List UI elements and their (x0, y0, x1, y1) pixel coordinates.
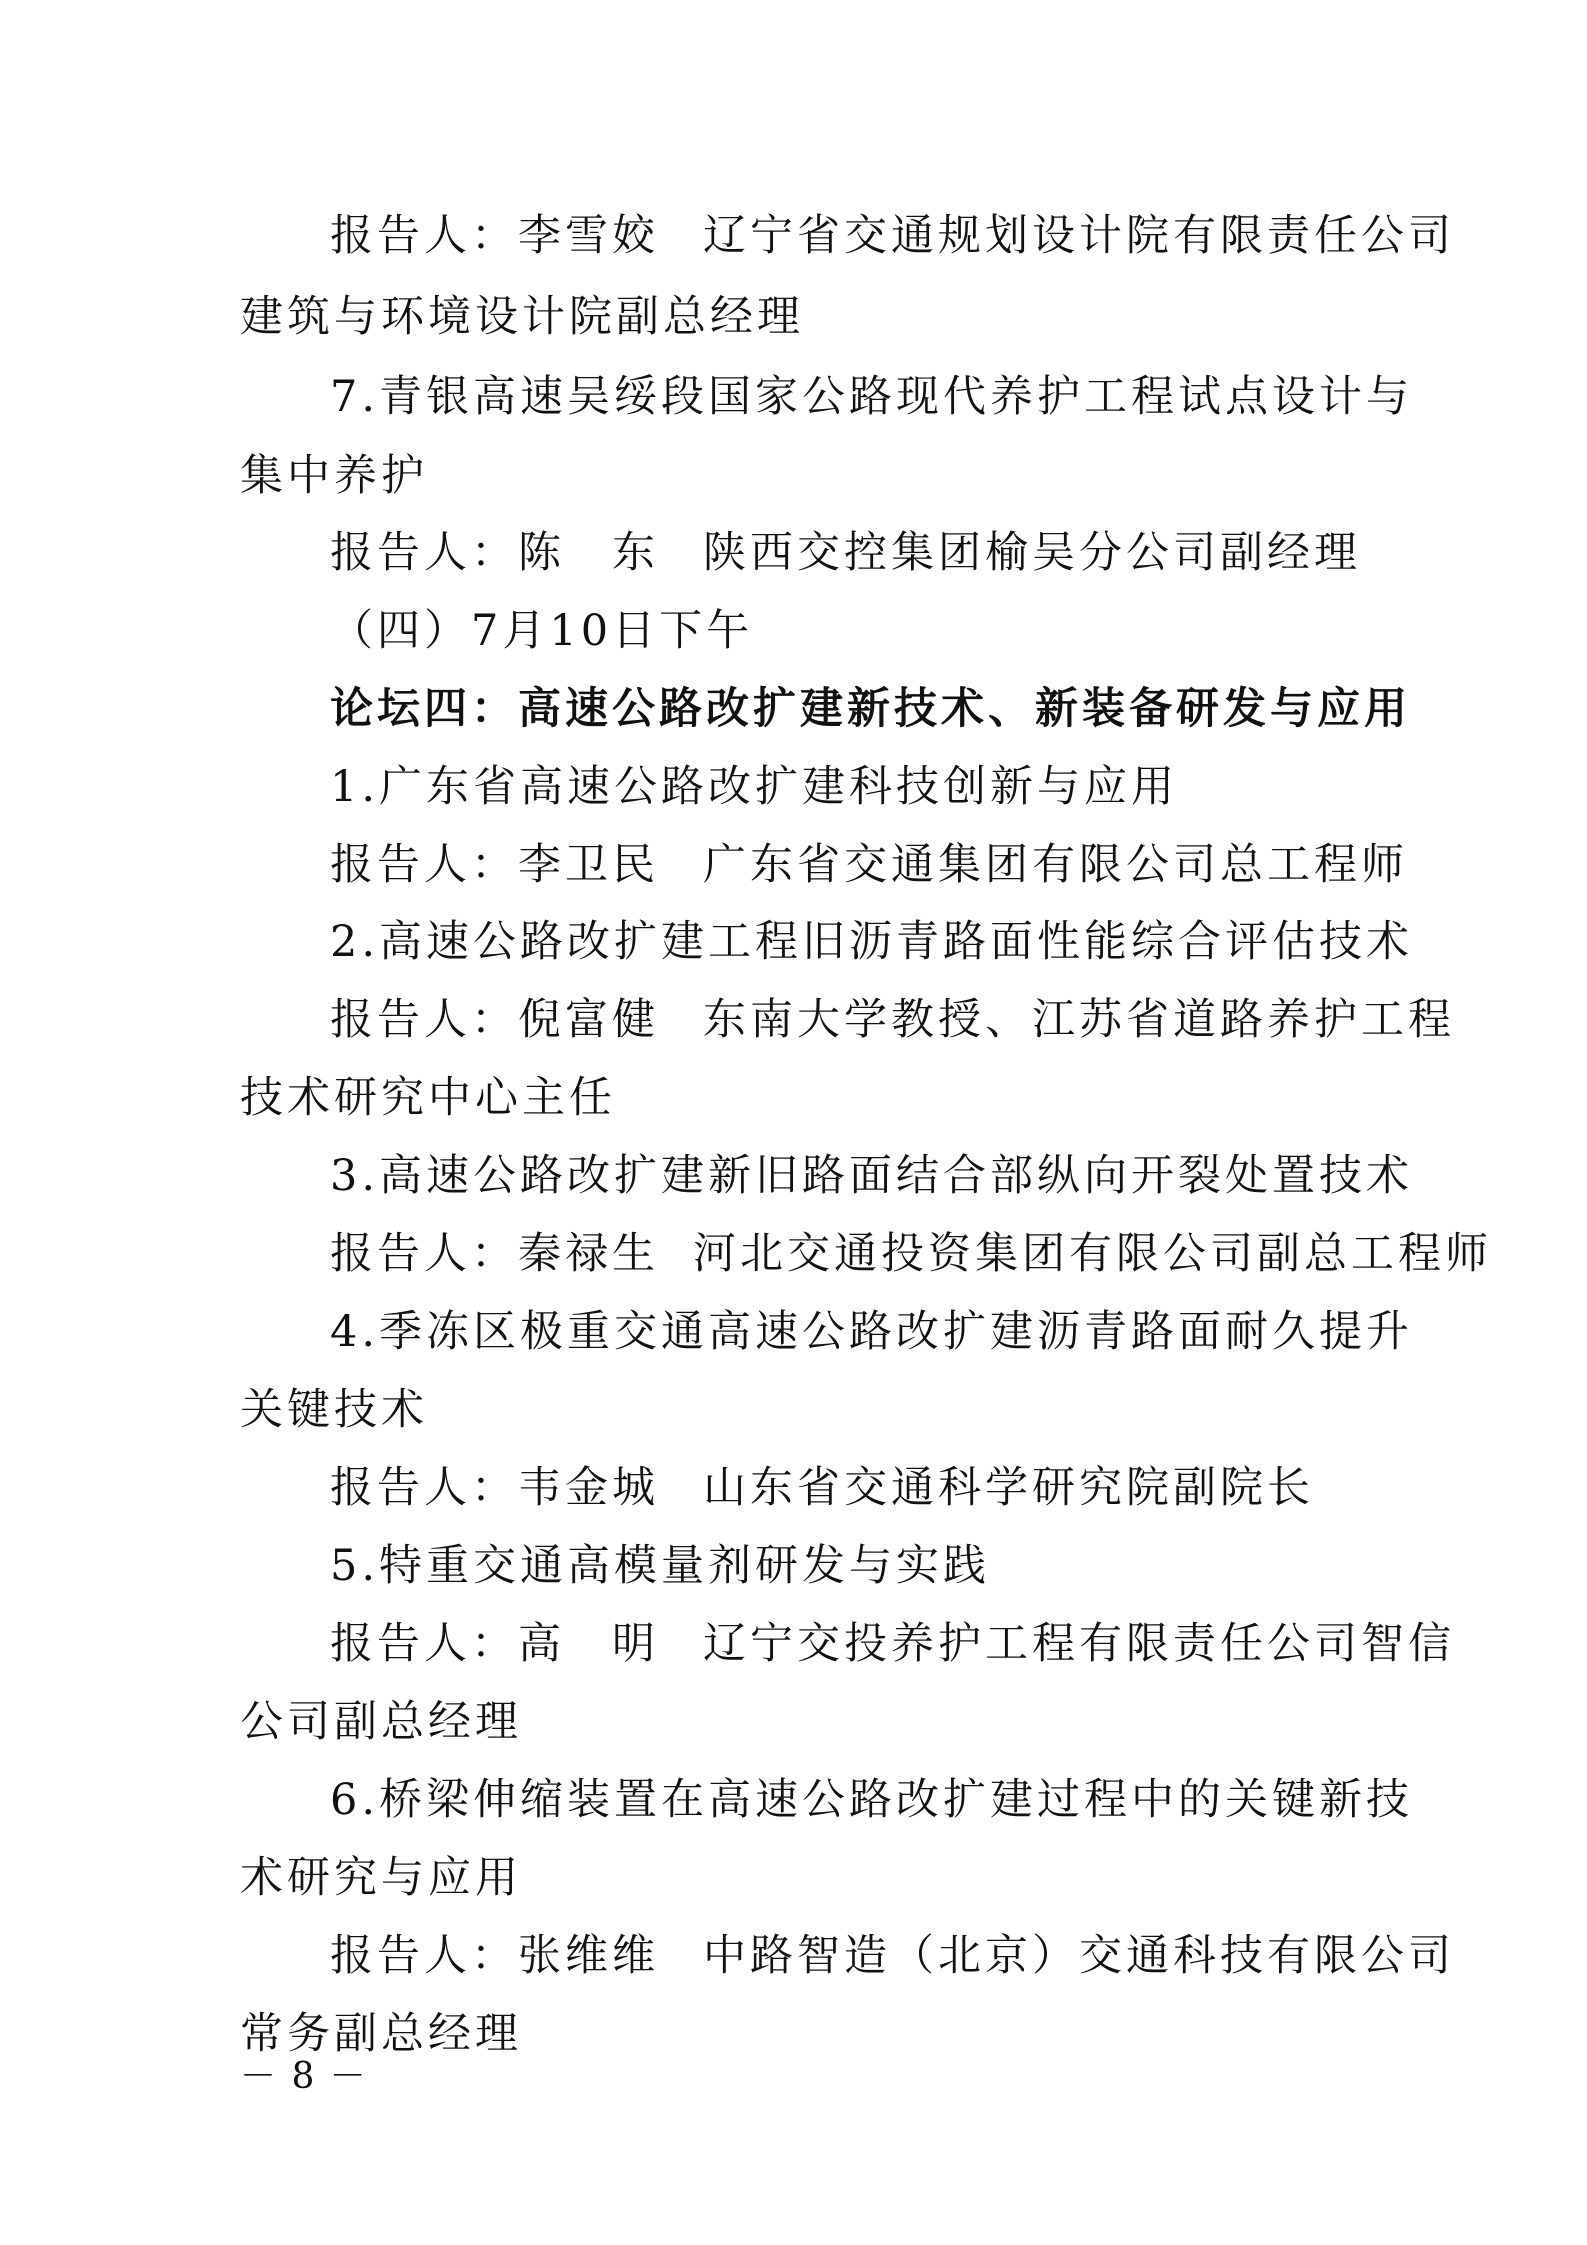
reporter-affiliation: 辽宁交投养护工程有限责任公司智信 (703, 1619, 1455, 1669)
reporter-affiliation: 东南大学教授、江苏省道路养护工程 (703, 995, 1455, 1045)
page-number: － 8 － (240, 2056, 368, 2097)
report-title: 1.广东省高速公路改扩建科技创新与应用 (330, 762, 1179, 812)
reporter-affiliation: 辽宁省交通规划设计院有限责任公司 (703, 211, 1455, 261)
reporter-line (330, 197, 1455, 275)
reporter-name: 报告人：倪富健 (330, 995, 659, 1045)
reporter-affiliation: 陕西交控集团榆吴分公司副经理 (703, 528, 1361, 578)
reporter-line (330, 826, 1408, 904)
reporter-line (330, 514, 1361, 592)
reporter-name: 报告人：陈 东 (330, 528, 659, 578)
report-title: 7.青银高速吴绥段国家公路现代养护工程试点设计与 (330, 372, 1414, 422)
reporter-affiliation-continued: 公司副总经理 (240, 1697, 522, 1747)
reporter-line (330, 1215, 1492, 1293)
reporter-name: 报告人：秦禄生 (330, 1229, 659, 1279)
session-heading: （四）7月10日下午 (330, 606, 754, 656)
forum-heading: 论坛四：高速公路改扩建新技术、新装备研发与应用 (330, 684, 1411, 734)
reporter-affiliation-continued: 技术研究中心主任 (240, 1073, 616, 1123)
report-title: 5.特重交通高模量剂研发与实践 (330, 1541, 991, 1591)
report-title-continued: 术研究与应用 (240, 1853, 522, 1903)
reporter-name: 报告人：李卫民 (330, 840, 659, 890)
report-title: 6.桥梁伸缩装置在高速公路改扩建过程中的关键新技 (330, 1775, 1414, 1825)
report-title: 4.季冻区极重交通高速公路改扩建沥青路面耐久提升 (330, 1307, 1414, 1357)
reporter-affiliation: 河北交通投资集团有限公司副总工程师 (693, 1229, 1492, 1279)
reporter-affiliation-continued: 建筑与环境设计院副总经理 (240, 292, 804, 342)
reporter-name: 报告人：李雪姣 (330, 211, 659, 261)
report-title: 3.高速公路改扩建新旧路面结合部纵向开裂处置技术 (330, 1151, 1414, 1201)
reporter-name: 报告人：高 明 (330, 1619, 659, 1669)
reporter-affiliation: 中路智造（北京）交通科技有限公司 (703, 1931, 1455, 1981)
reporter-line (330, 981, 1455, 1059)
reporter-name: 报告人：张维维 (330, 1931, 659, 1981)
reporter-affiliation-continued: 常务副总经理 (240, 2009, 522, 2059)
report-title: 2.高速公路改扩建工程旧沥青路面性能综合评估技术 (330, 917, 1414, 967)
reporter-name: 报告人：韦金城 (330, 1463, 659, 1513)
reporter-affiliation: 广东省交通集团有限公司总工程师 (703, 840, 1408, 890)
reporter-affiliation: 山东省交通科学研究院副院长 (703, 1463, 1314, 1513)
report-title-continued: 关键技术 (240, 1385, 428, 1435)
report-title-continued: 集中养护 (240, 451, 428, 501)
reporter-line (330, 1605, 1455, 1683)
reporter-line (330, 1449, 1314, 1527)
reporter-line (330, 1917, 1455, 1995)
